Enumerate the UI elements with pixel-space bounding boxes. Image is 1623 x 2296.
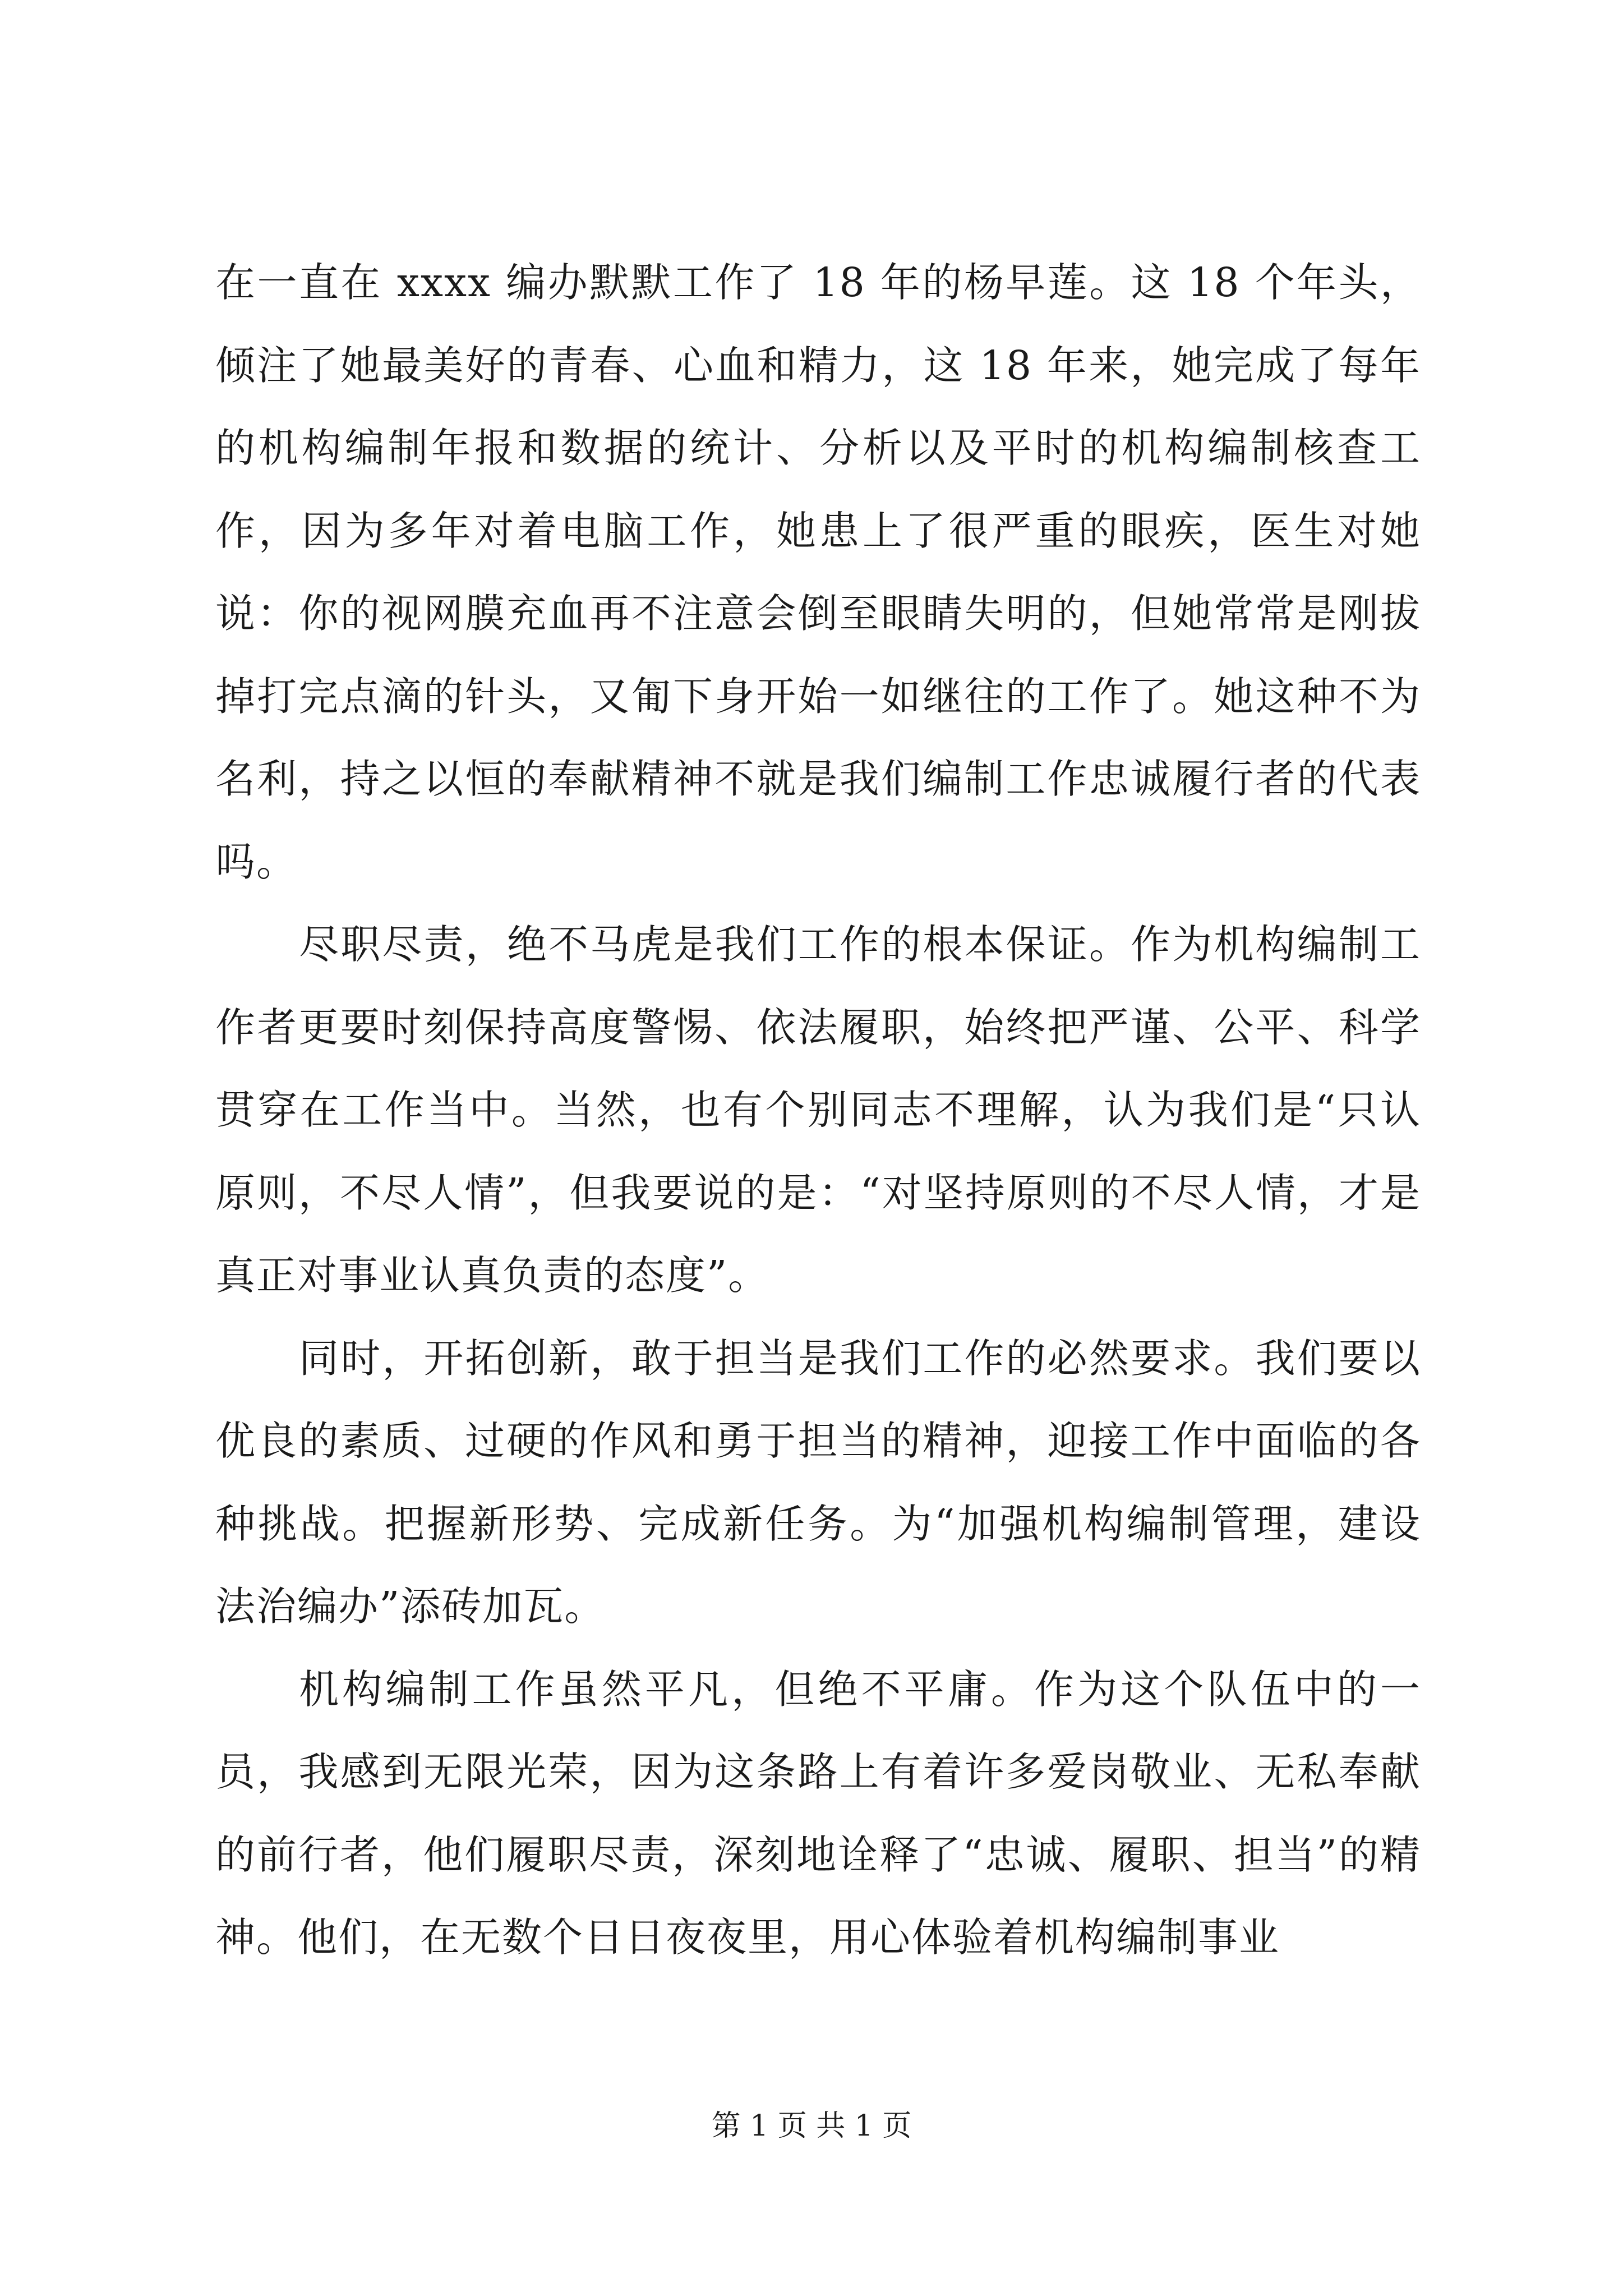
document-body: [215, 241, 1421, 1979]
paragraph: 同时，开拓创新，敢于担当是我们工作的必然要求。我们要以优良的素质、过硬的作风和勇于担当的精神，迎接工作中面临的各种挑战。把握新形势、完成新任务。为“加强机构编制管理，建设法治编办”添砖加瓦。: [215, 1335, 1421, 1630]
paragraph: 机构编制工作虽然平凡，但绝不平庸。作为这个队伍中的一员，我感到无限光荣，因为这条路上有着许多爱岗敬业、无私奉献的前行者，他们履职尽责，深刻地诠释了“忠诚、履职、担当”的精神。他们，在无数个日日夜夜里，用心体验着机构编制事业: [215, 1665, 1421, 1961]
paragraph: 尽职尽责，绝不马虎是我们工作的根本保证。作为机构编制工作者更要时刻保持高度警惕、依法履职，始终把严谨、公平、科学贯穿在工作当中。当然，也有个别同志不理解，认为我们是“只认原则，不尽人情”，但我要说的是：“对坚持原则的不尽人情，才是真正对事业认真负责的态度”。: [215, 921, 1421, 1299]
paragraph-continuation: 在一直在 xxxx 编办默默工作了 18 年的杨早莲。这 18 个年头，倾注了她最美好的青春、心血和精力，这 18 年来，她完成了每年的机构编制年报和数据的统计、分析以及平时的机构编制核查工作，因为多年对着电脑工作，她患上了很严重的眼疾，医生对她说：你的视网膜充血再不注意会倒至眼睛失明的，但她常常是刚拔掉打完点滴的针头，又匍下身开始一如继往的工作了。她这种不为名利，持之以恒的奉献精神不就是我们编制工作忠诚履行者的代表吗。: [215, 259, 1421, 885]
page-footer: 第 1 页 共 1 页: [711, 2109, 912, 2143]
